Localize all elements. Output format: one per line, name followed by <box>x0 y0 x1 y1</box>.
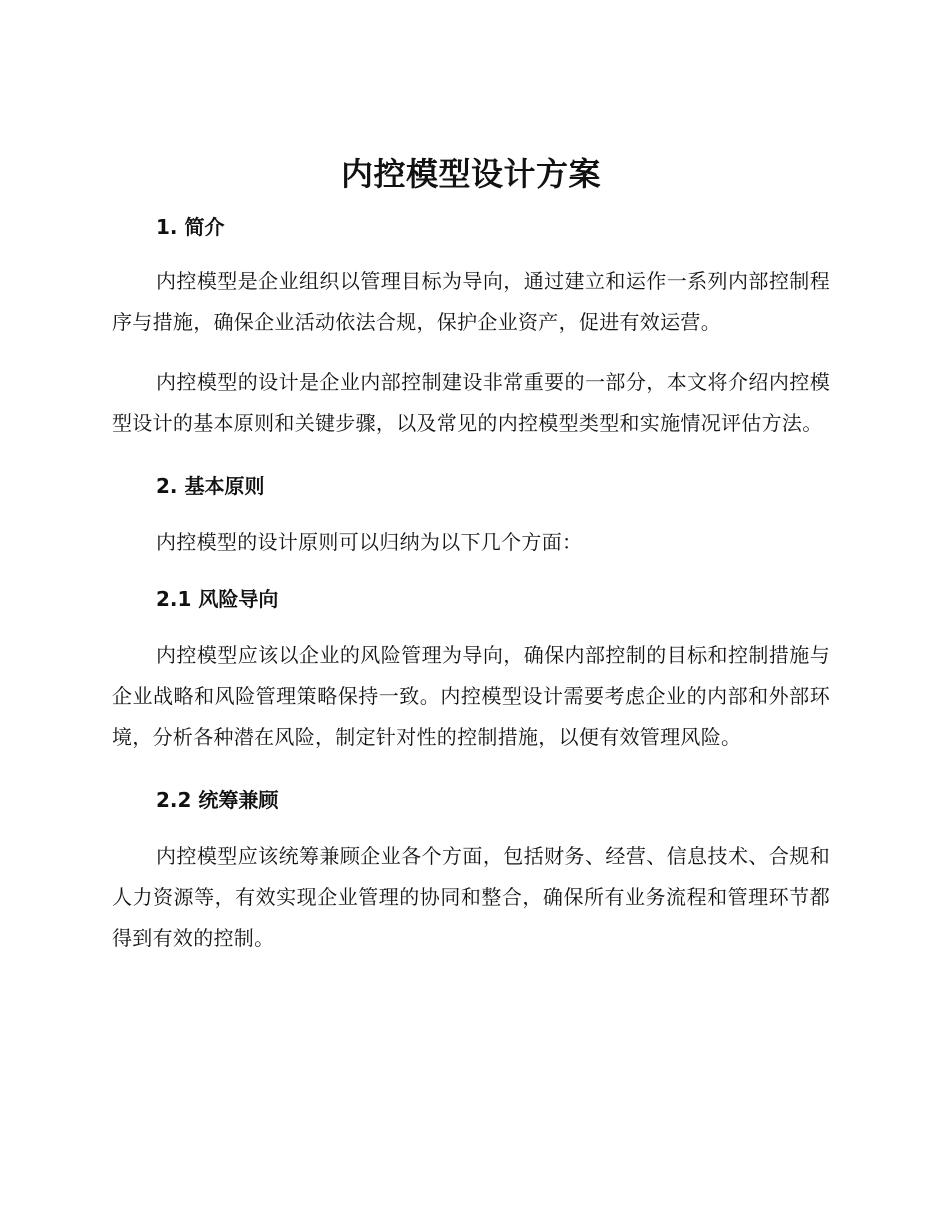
paragraph: 内控模型的设计是企业内部控制建设非常重要的一部分，本文将介绍内控模型设计的基本原则和关键步骤，以及常见的内控模型类型和实施情况评估方法。 <box>112 370 830 435</box>
section-heading-basic-principles: 2. 基本原则 <box>156 474 265 498</box>
document-page <box>112 150 830 959</box>
paragraph: 内控模型是企业组织以管理目标为导向，通过建立和运作一系列内部控制程序与措施，确保企业活动依法合规，保护企业资产，促进有效运营。 <box>112 269 830 334</box>
section-heading-introduction: 1. 简介 <box>156 215 225 239</box>
paragraph: 内控模型应该统筹兼顾企业各个方面，包括财务、经营、信息技术、合规和人力资源等，有效实现企业管理的协同和整合，确保所有业务流程和管理环节都得到有效的控制。 <box>112 844 830 950</box>
section-heading-overall-planning: 2.2 统筹兼顾 <box>156 788 279 812</box>
paragraph: 内控模型的设计原则可以归纳为以下几个方面： <box>156 530 583 554</box>
paragraph: 内控模型应该以企业的风险管理为导向，确保内部控制的目标和控制措施与企业战略和风险管理策略保持一致。内控模型设计需要考虑企业的内部和外部环境，分析各种潜在风险，制定针对性的控制措施，以便有效管理风险。 <box>112 643 830 749</box>
document-title: 内控模型设计方案 <box>340 155 601 193</box>
section-heading-risk-oriented: 2.1 风险导向 <box>156 587 279 611</box>
